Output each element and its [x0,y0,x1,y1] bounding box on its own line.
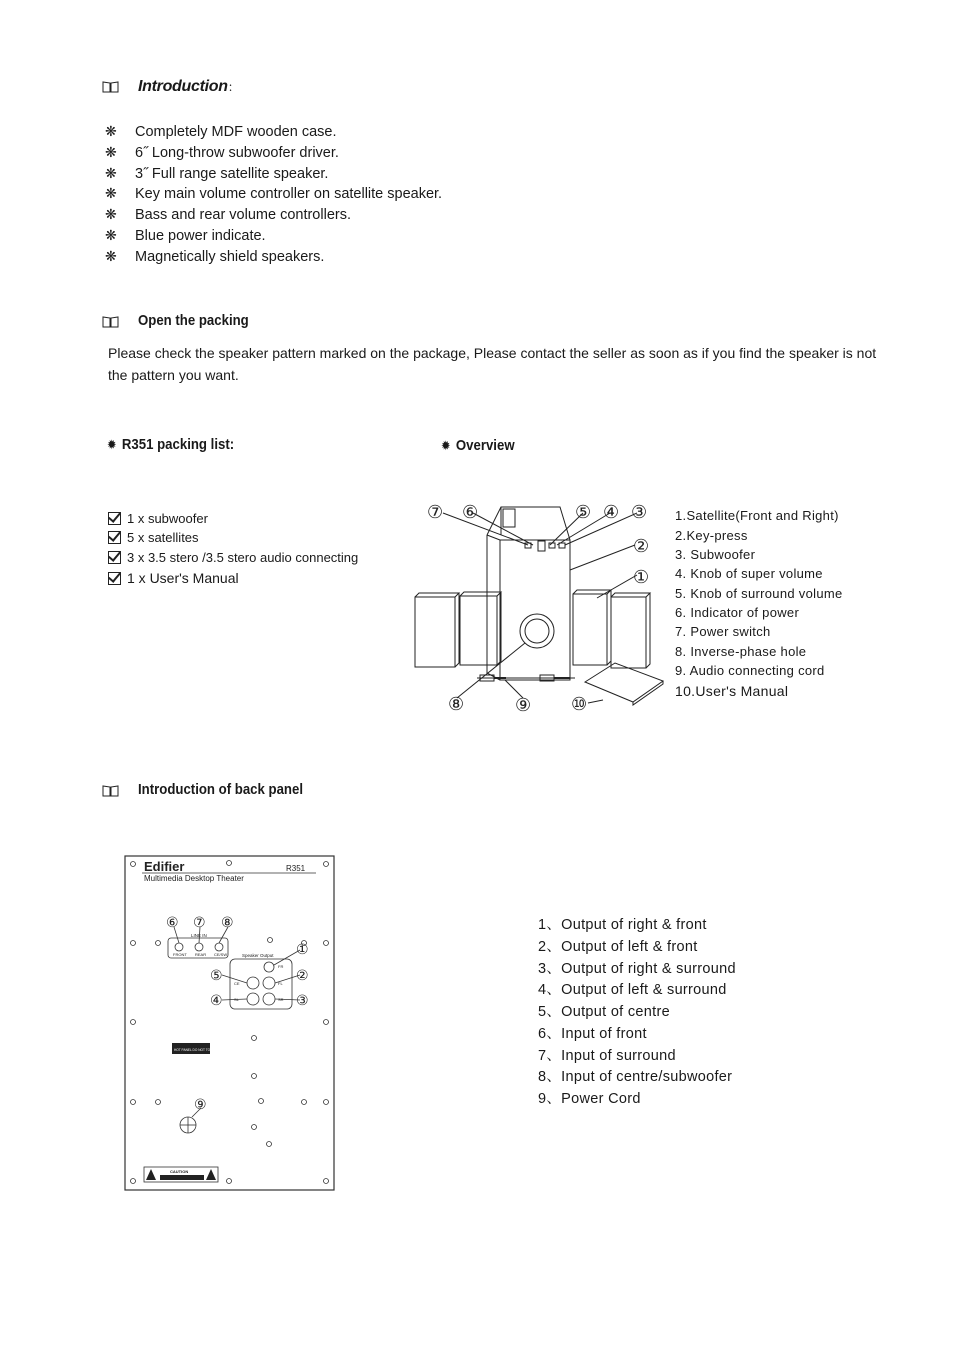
feature-item: ❋ Key main volume controller on satellite speaker. [105,185,443,202]
feature-item: ❋ 6˝ Long-throw subwoofer driver. [105,144,339,161]
section-title-packing-list: ✹ R351 packing list: [107,436,235,453]
feature-item: ❋ Magnetically shield speakers. [105,248,325,265]
legend-item: 5、Output of centre [538,1004,670,1020]
legend-item: 7. Power switch [675,624,771,639]
caution-text-bar [160,1175,204,1180]
legend-item: 8. Inverse-phase hole [675,644,807,659]
book-icon [102,316,119,328]
tagline-label: Multimedia Desktop Theater [144,874,244,883]
legend-item: 1.Satellite(Front and Right) [675,508,839,523]
callout-2: ② [633,536,650,557]
speaker-system-illustration [405,495,670,720]
callout-6: ⑥ [166,915,179,931]
section-title-open-packing: Open the packing [138,312,249,329]
caution-title: CAUTION [170,1169,189,1174]
input-label-cesw: CE/SW [214,952,228,957]
brand-logo: Edifier [144,859,185,874]
callout-6: ⑥ [462,502,479,523]
legend-item: 4、Output of left & surround [538,982,727,998]
output-label-sl: SL [234,997,239,1002]
legend-item: 6. Indicator of power [675,605,800,620]
warning-triangle-icon [146,1169,156,1180]
callout-3: ③ [296,993,309,1009]
callout-5: ⑤ [575,502,592,523]
legend-item: 9. Audio connecting cord [675,663,825,678]
callout-3: ③ [631,502,648,523]
callout-1: ① [296,942,309,958]
checkbox-checked-icon [108,512,121,525]
packing-item: 5 x satellites [108,530,199,545]
asterisk-bullet-icon: ❋ [105,144,117,160]
section-title-overview: ✹ Overview [441,437,515,454]
star-bullet-icon: ✹ [107,437,117,452]
legend-item: 6、Input of front [538,1026,647,1042]
callout-10: ⑩ [571,694,588,715]
section-title-introduction: Introduction： [138,78,240,95]
output-label-fr: FR [278,964,284,969]
packing-item: 3 x 3.5 stero /3.5 stero audio connecting [108,550,358,565]
book-icon [102,785,119,797]
legend-item: 4. Knob of super volume [675,566,823,581]
legend-item: 2、Output of left & front [538,939,698,955]
checkbox-checked-icon [108,531,121,544]
packing-item: 1 x subwoofer [108,511,208,526]
hot-panel-label: HOT PANEL DO NOT TOUCH [174,1048,217,1052]
legend-item: 5. Knob of surround volume [675,586,843,601]
feature-item: ❋ Completely MDF wooden case. [105,123,337,140]
input-label-rear: REAR [195,952,207,957]
back-panel-illustration [124,855,336,1192]
feature-item: ❋ 3˝ Full range satellite speaker. [105,165,329,182]
callout-5: ⑤ [210,968,223,984]
legend-item: 10.User's Manual [675,683,789,699]
warning-triangle-icon [206,1169,216,1180]
asterisk-bullet-icon: ❋ [105,248,117,264]
callout-7: ⑦ [427,502,444,523]
legend-item: 7、Input of surround [538,1048,676,1064]
legend-item: 8、Input of centre/subwoofer [538,1069,733,1085]
asterisk-bullet-icon: ❋ [105,227,117,243]
callout-4: ④ [603,502,620,523]
output-label-fl: FL [278,981,283,986]
packing-item: 1 x User's Manual [108,570,239,586]
callout-7: ⑦ [193,915,206,931]
screw-icon [131,861,329,1184]
callout-4: ④ [210,993,223,1009]
callout-2: ② [296,968,309,984]
model-label: R351 [286,864,306,873]
checkbox-checked-icon [108,551,121,564]
line-in-label: LINE IN [191,933,207,938]
checkbox-checked-icon [108,572,121,585]
legend-item: 1、Output of right & front [538,917,707,933]
asterisk-bullet-icon: ❋ [105,185,117,201]
asterisk-bullet-icon: ❋ [105,206,117,222]
legend-item: 3、Output of right & surround [538,961,736,977]
packing-paragraph: Please check the speaker pattern marked on the package, Please contact the seller as soon as if you find the speaker is not the pattern you want. [108,345,877,383]
callout-1: ① [633,567,650,588]
asterisk-bullet-icon: ❋ [105,165,117,181]
legend-item: 9、Power Cord [538,1091,641,1107]
output-label-sr: SR [278,997,284,1002]
callout-9: ⑨ [194,1097,207,1113]
legend-item: 2.Key-press [675,528,748,543]
book-icon [102,81,119,93]
callout-8: ⑧ [448,694,465,715]
section-title-back-panel: Introduction of back panel [138,781,304,798]
legend-item: 3. Subwoofer [675,547,756,562]
speaker-output-label: Speaker Output [242,953,274,958]
callout-8: ⑧ [221,915,234,931]
feature-item: ❋ Bass and rear volume controllers. [105,206,351,223]
asterisk-bullet-icon: ❋ [105,123,117,139]
input-label-front: FRONT [173,952,187,957]
star-bullet-icon: ✹ [441,438,451,453]
output-label-ce: CE [234,981,240,986]
callout-9: ⑨ [515,695,532,716]
feature-item: ❋ Blue power indicate. [105,227,266,244]
